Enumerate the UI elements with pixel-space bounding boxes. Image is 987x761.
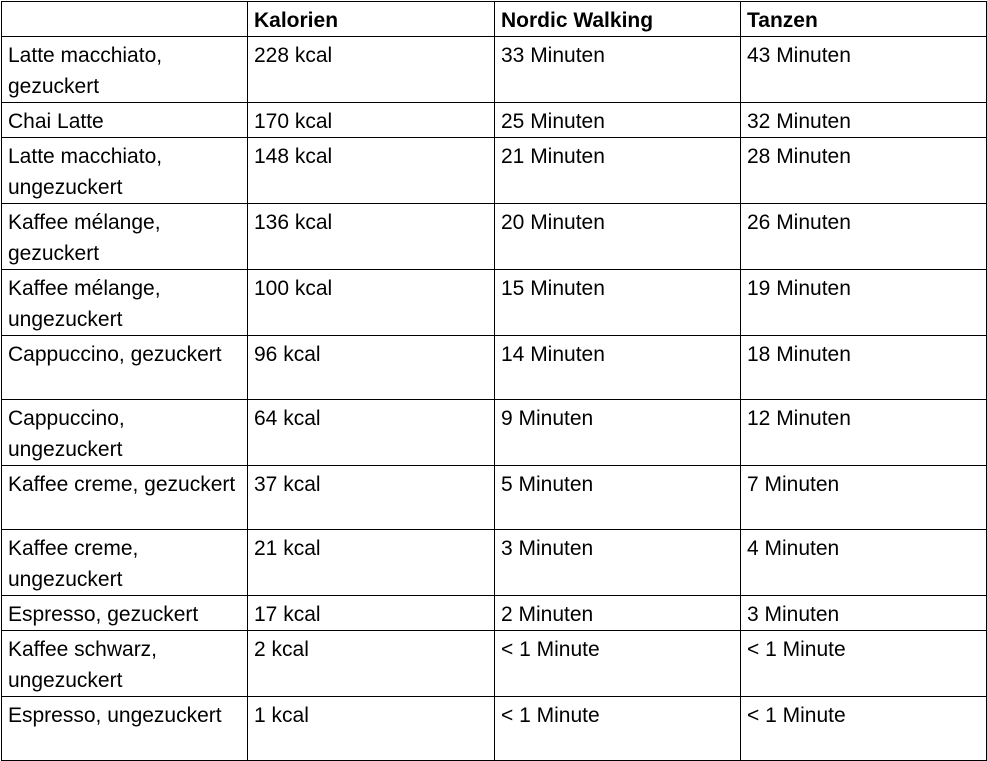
cell-nordic-walking: 2 Minuten — [495, 596, 741, 631]
table-row — [2, 697, 987, 761]
cell-nordic-walking: 9 Minuten — [495, 400, 741, 466]
cell-nordic-walking: 3 Minuten — [495, 530, 741, 596]
cell-kalorien: 21 kcal — [248, 530, 495, 596]
table-row — [2, 400, 987, 466]
calorie-table — [1, 1, 987, 761]
cell-tanzen: 28 Minuten — [741, 138, 987, 204]
cell-drink: Latte macchiato, gezuckert — [2, 37, 248, 103]
cell-drink: Cappuccino, gezuckert — [2, 336, 248, 400]
cell-kalorien: 228 kcal — [248, 37, 495, 103]
cell-drink: Kaffee mélange, gezuckert — [2, 204, 248, 270]
cell-tanzen: < 1 Minute — [741, 697, 987, 761]
cell-kalorien: 170 kcal — [248, 103, 495, 138]
cell-tanzen: 12 Minuten — [741, 400, 987, 466]
cell-drink: Chai Latte — [2, 103, 248, 138]
table-row — [2, 530, 987, 596]
cell-nordic-walking: 25 Minuten — [495, 103, 741, 138]
cell-kalorien: 64 kcal — [248, 400, 495, 466]
cell-kalorien: 37 kcal — [248, 466, 495, 530]
cell-tanzen: 19 Minuten — [741, 270, 987, 336]
table-row — [2, 138, 987, 204]
cell-nordic-walking: 20 Minuten — [495, 204, 741, 270]
cell-drink: Kaffee creme, ungezuckert — [2, 530, 248, 596]
cell-nordic-walking: 21 Minuten — [495, 138, 741, 204]
cell-kalorien: 100 kcal — [248, 270, 495, 336]
cell-nordic-walking: 14 Minuten — [495, 336, 741, 400]
table-row — [2, 631, 987, 697]
cell-tanzen: 4 Minuten — [741, 530, 987, 596]
cell-drink: Espresso, ungezuckert — [2, 697, 248, 761]
cell-tanzen: 7 Minuten — [741, 466, 987, 530]
cell-drink: Cappuccino, ungezuckert — [2, 400, 248, 466]
table-row — [2, 466, 987, 530]
cell-nordic-walking: < 1 Minute — [495, 697, 741, 761]
cell-drink: Kaffee creme, gezuckert — [2, 466, 248, 530]
cell-tanzen: 3 Minuten — [741, 596, 987, 631]
cell-tanzen: 26 Minuten — [741, 204, 987, 270]
cell-nordic-walking: 33 Minuten — [495, 37, 741, 103]
cell-drink: Kaffee schwarz, ungezuckert — [2, 631, 248, 697]
header-cell-nordic-walking: Nordic Walking — [495, 2, 741, 37]
cell-nordic-walking: 5 Minuten — [495, 466, 741, 530]
header-cell-tanzen: Tanzen — [741, 2, 987, 37]
table-header-row — [2, 2, 987, 37]
cell-kalorien: 1 kcal — [248, 697, 495, 761]
table-row — [2, 103, 987, 138]
table-row — [2, 37, 987, 103]
cell-tanzen: 43 Minuten — [741, 37, 987, 103]
cell-nordic-walking: < 1 Minute — [495, 631, 741, 697]
table-row — [2, 204, 987, 270]
cell-kalorien: 148 kcal — [248, 138, 495, 204]
header-cell-kalorien: Kalorien — [248, 2, 495, 37]
cell-drink: Kaffee mélange, ungezuckert — [2, 270, 248, 336]
cell-kalorien: 96 kcal — [248, 336, 495, 400]
cell-tanzen: 18 Minuten — [741, 336, 987, 400]
header-cell-drink — [2, 2, 248, 37]
table-row — [2, 336, 987, 400]
cell-kalorien: 17 kcal — [248, 596, 495, 631]
cell-tanzen: < 1 Minute — [741, 631, 987, 697]
table-row — [2, 270, 987, 336]
cell-drink: Latte macchiato, ungezuckert — [2, 138, 248, 204]
table-row — [2, 596, 987, 631]
cell-tanzen: 32 Minuten — [741, 103, 987, 138]
cell-kalorien: 136 kcal — [248, 204, 495, 270]
cell-nordic-walking: 15 Minuten — [495, 270, 741, 336]
cell-kalorien: 2 kcal — [248, 631, 495, 697]
cell-drink: Espresso, gezuckert — [2, 596, 248, 631]
